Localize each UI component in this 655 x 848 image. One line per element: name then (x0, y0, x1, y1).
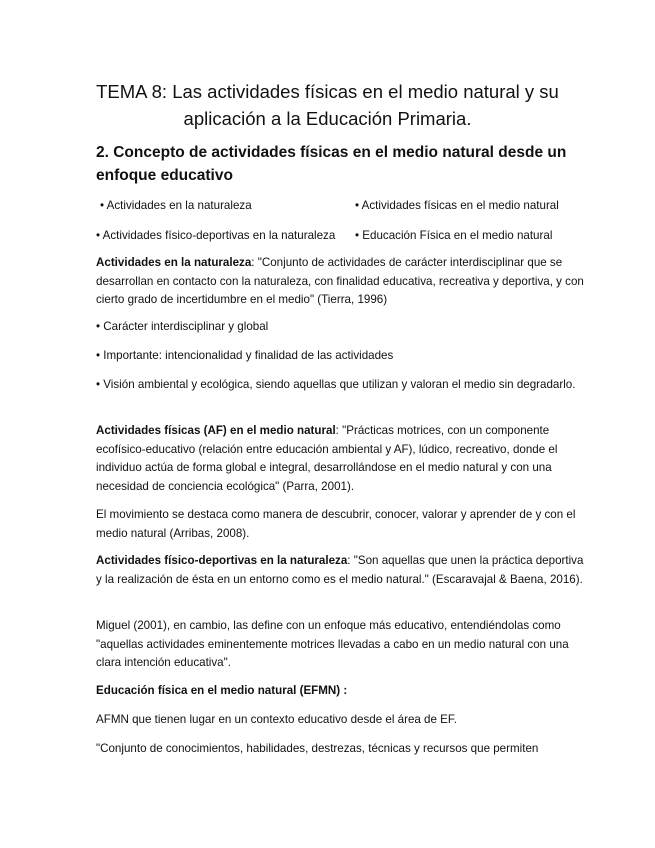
list-item: • Importante: intencionalidad y finalidad de las actividades (96, 349, 394, 362)
definition-fisico-deportivas (96, 552, 586, 589)
definition-actividades-fisicas (96, 422, 586, 496)
definition-actividades-naturaleza (96, 254, 586, 310)
paragraph-miguel: Miguel (2001), en cambio, las define con un enfoque más educativo, entendiéndolas como "aquellas actividades eminentemente motrices llevadas a cabo en un medio natural con una clara intención educativa". (96, 619, 569, 669)
definition-text: : "Prácticas motrices, con un componente ecofísico-educativo (relación entre educación ambiental y AF), lúdico, recreativo, donde el individuo actúa de forma global e integral, desarrollándose en el medio natural y con una necesidad de conciencia ecológica" (Parra, 2001). (96, 424, 558, 493)
bullet-actividades-fisico-deportivas: • Actividades físico-deportivas en la naturaleza (96, 229, 336, 242)
bullet-educacion-fisica-medio: • Educación Física en el medio natural (355, 229, 553, 242)
definition-text: : "Son aquellas que unen la práctica deportiva y la realización de ésta en un entorno como es el medio natural." (Escaravajal & Baena, 2016). (96, 554, 584, 586)
definition-term: Actividades físico-deportivas en la naturaleza (96, 554, 348, 567)
list-item: • Visión ambiental y ecológica, siendo aquellas que utilizan y valoran el medio sin degradarlo. (96, 378, 576, 391)
bullet-actividades-fisicas-medio: • Actividades físicas en el medio natural (355, 199, 559, 212)
paragraph-conjunto: "Conjunto de conocimientos, habilidades, destrezas, técnicas y recursos que permiten (96, 742, 539, 755)
paragraph-afmn: AFMN que tienen lugar en un contexto educativo desde el área de EF. (96, 713, 457, 726)
efmn-heading: Educación física en el medio natural (EFMN) : (96, 684, 348, 697)
definition-term: Actividades físicas (AF) en el medio natural (96, 424, 336, 437)
definition-text: : "Conjunto de actividades de carácter interdisciplinar que se desarrollan en contacto con la naturaleza, con finalidad educativa, recreativa y deportiva, y con cierto grado de incertidumbre en el medio" (Tierra, 1996) (96, 256, 584, 306)
section-heading: 2. Concepto de actividades físicas en el medio natural desde un enfoque educativo (96, 144, 567, 184)
title-line-2: aplicación a la Educación Primaria. (183, 108, 472, 129)
title-line-1: TEMA 8: Las actividades físicas en el medio natural y su (96, 81, 559, 102)
definition-term: Actividades en la naturaleza (96, 256, 252, 269)
list-item: • Carácter interdisciplinar y global (96, 320, 269, 333)
bullet-actividades-naturaleza: • Actividades en la naturaleza (100, 199, 252, 212)
paragraph-movimiento: El movimiento se destaca como manera de descubrir, conocer, valorar y aprender de y con el medio natural (Arribas, 2008). (96, 508, 576, 540)
document-title (60, 78, 595, 132)
